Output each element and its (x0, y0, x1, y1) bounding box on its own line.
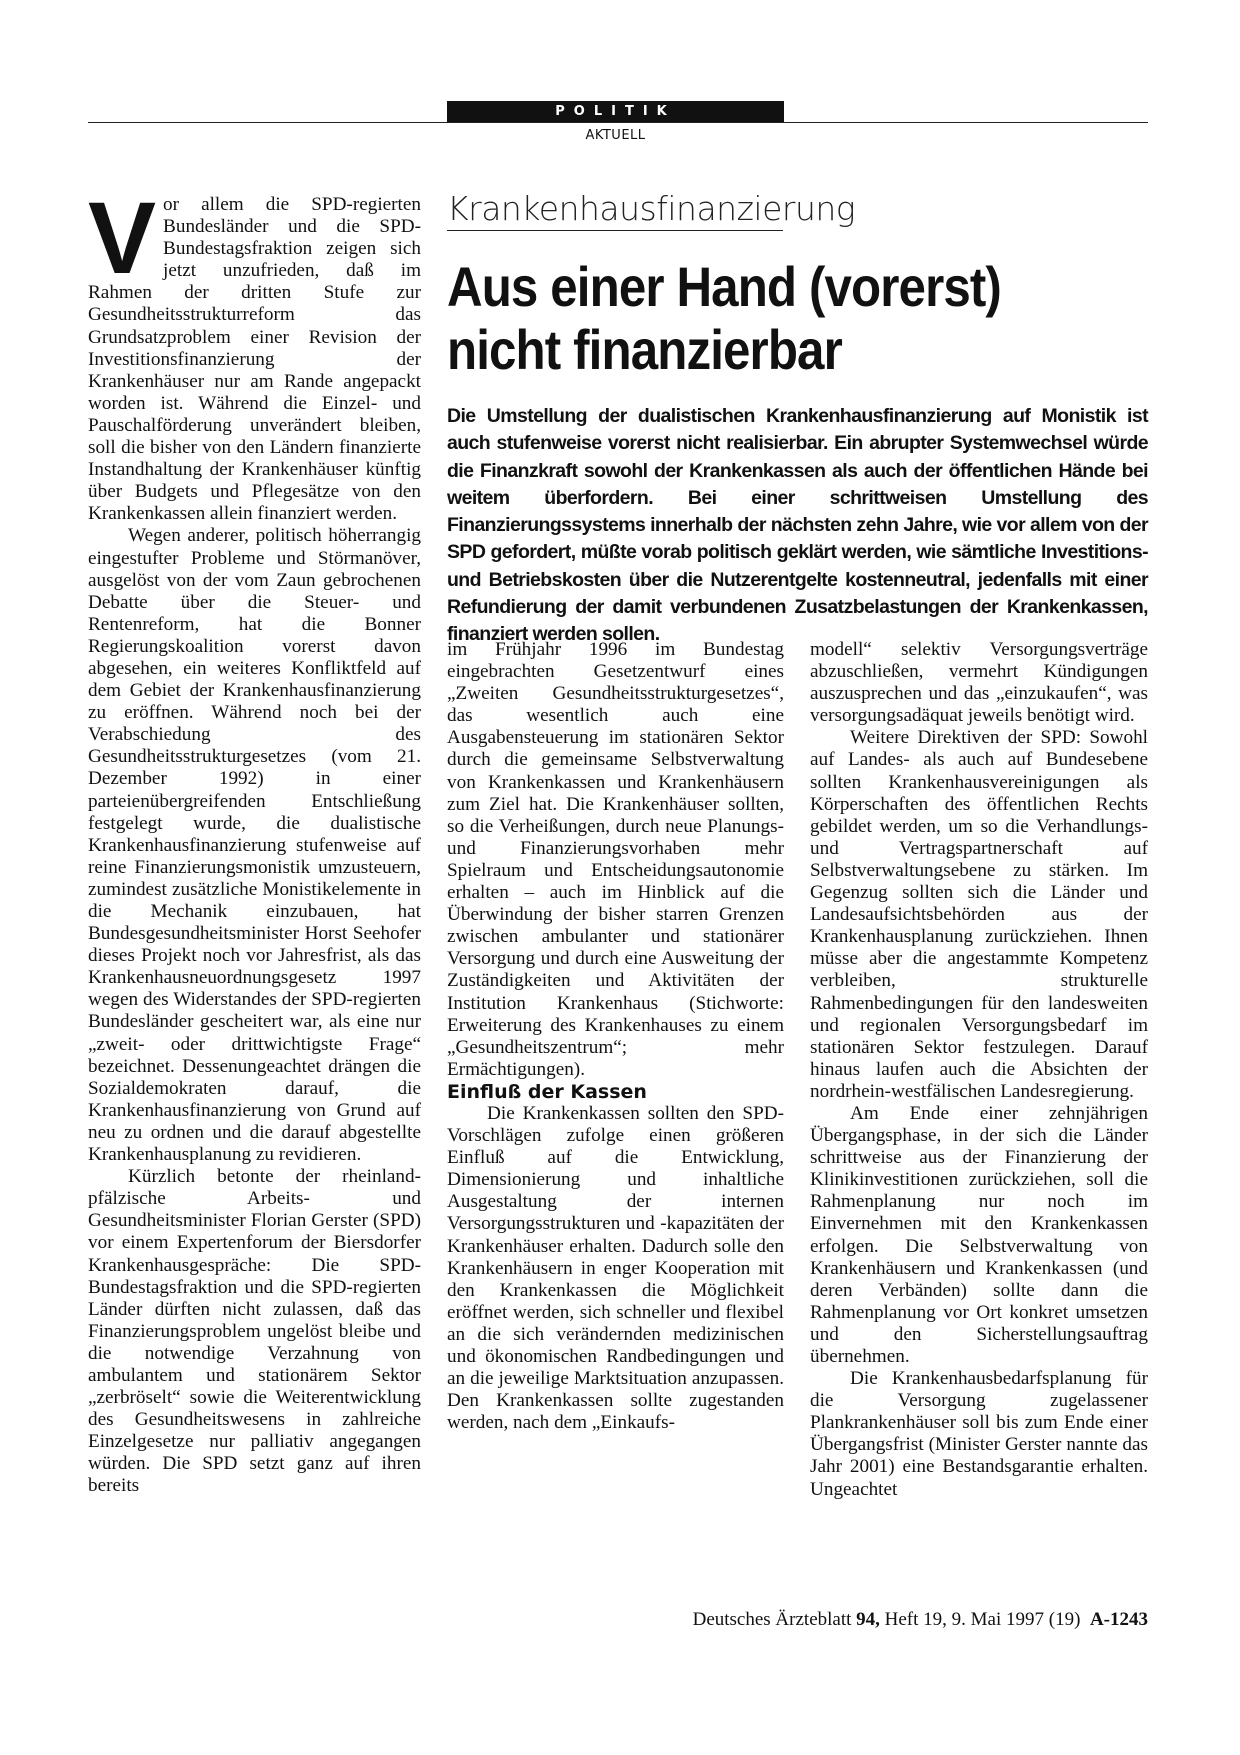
header-rule (88, 122, 1148, 123)
paragraph: Am Ende einer zehnjährigen Übergangsphase, in der sich die Länder schrittweise aus der Finanzierung der Klinikinvestitionen zurückziehen, soll die Rahmenplanung nur noch im Einvernehmen mit den Krankenkassen erfolgen. Die Selbstverwaltung von Krankenhäusern und Krankenkassen (und deren Verbänden) sollte dann die Rahmenplanung vor Ort konkret umsetzen und den Sicherstellungsauftrag übernehmen. (810, 1102, 1148, 1367)
paragraph: Wegen anderer, politisch höherrangig eingestufter Probleme und Störmanöver, ausgelöst von der vom Zaun gebrochenen Debatte über die Steuer- und Rentenreform, hat die Bonner Regierungskoalition vorerst davon abgesehen, ein weiteres Konfliktfeld auf dem Gebiet der Krankenhausfinanzierung zu eröffnen. Während noch bei der Verabschiedung des Gesundheitsstrukturgesetzes (vom 21. Dezember 1992) in einer parteienübergreifenden Entschließung festgelegt wurde, die dualistische Krankenhausfinanzierung stufenweise auf reine Finanzierungsmonistik umzusteuern, zumindest zusätzliche Monistikelemente in die Mechanik einzubauen, hat Bundesgesundheitsminister Horst Seehofer dieses Projekt noch vor Jahresfrist, als das Krankenhausneuordnungsgesetz 1997 wegen des Widerstandes der SPD-regierten Bundesländer gescheitert war, als eine nur „zweit- oder drittwichtigste Frage“ bezeichnet. Dessenungeachtet drängen die Sozialdemokraten darauf, die Krankenhausfinanzierung von Grund auf neu zu ordnen und die darauf abgestellte Krankenhausplanung zu revidieren. (88, 525, 421, 1166)
journal-volume: 94, (856, 1609, 880, 1630)
paragraph: Kürzlich betonte der rheinland-pfälzische Arbeits- und Gesundheitsminister Florian Gerster (SPD) vor einem Expertenforum der Biersdorfer Krankenhausgespräche: Die SPD-Bundestagsfraktion und die SPD-regierten Länder dürften nicht zulassen, daß das Finanzierungsproblem ungelöst bleibe und die notwendige Verzahnung von ambulantem und stationärem Sektor „zerbröselt“ sowie die Weiterentwicklung des Gesundheitswesens in zahlreiche Einzelgesetze nur palliativ angegangen würden. Die SPD setzt ganz auf ihren bereits (88, 1166, 421, 1497)
article-lead: Die Umstellung der dualistischen Krankenhausfinanzierung auf Monistik ist auch stufenweise vorerst nicht realisierbar. Ein abrupter Systemwechsel würde die Finanzkraft sowohl der Krankenkassen als auch der öffentlichen Hände bei weitem überfordern. Bei einer schrittweisen Umstellung des Finanzierungssystems innerhalb der nächsten zehn Jahre, wie vor allem von der SPD gefordert, müßte vorab politisch geklärt werden, wie sämtliche Investitions- und Betriebskosten über die Nutzerentgelte kostenneutral, jedenfalls mit einer Refundierung der damit verbundenen Zusatzbelastungen der Krankenkassen, finanziert werden sollen. (447, 405, 1148, 646)
paragraph (88, 181, 421, 525)
headline-line-1: Aus einer Hand (vorerst) (447, 255, 1001, 318)
paragraph: Die Krankenkassen sollten den SPD-Vorschlägen zufolge einen größeren Einfluß auf die Entwicklung, Dimensionierung und inhaltliche Ausgestaltung der internen Versorgungsstrukturen und -kapazitäten der Krankenhäuser erhalten. Dadurch solle den Krankenhäusern in enger Kooperation mit den Krankenkassen die Möglichkeit eröffnet werden, sich schneller und flexibel an die sich verändernden medizinischen und ökonomischen Randbedingungen und an die jeweilige Marktsituation anzupassen. Den Krankenkassen sollte zugestanden werden, nach dem „Einkaufs- (447, 1102, 784, 1434)
body-column-1 (88, 181, 421, 1498)
journal-name: Deutsches Ärzteblatt (692, 1609, 852, 1630)
subsection-label: AKTUELL (585, 128, 646, 143)
paragraph: Die Krankenhausbedarfsplanung für die Versorgung zugelassener Plankrankenhäuser soll bis zum Ende einer Übergangsfrist (Minister Gerster nannte das Jahr 2001) eine Bestandsgarantie erhalten. Ungeachtet (810, 1368, 1148, 1500)
body-column-3 (810, 639, 1148, 1501)
page-footer (693, 1609, 1148, 1631)
page-number: A-1243 (1089, 1609, 1148, 1630)
body-column-2 (447, 639, 784, 1434)
paragraph: im Frühjahr 1996 im Bundestag eingebrachten Gesetzentwurf eines „Zweiten Gesundheitsstrukturgesetzes“, das wesentlich auch eine Ausgabensteuerung im stationären Sektor durch die gemeinsame Selbstverwaltung von Krankenkassen und Krankenhäusern zum Ziel hat. Die Krankenhäuser sollten, so die Verheißungen, durch neue Planungs- und Finanzierungsvorhaben mehr Spielraum und Entscheidungsautonomie erhalten – auch im Hinblick auf die Überwindung der bisher starren Grenzen zwischen ambulanter und stationärer Versorgung und durch eine Ausweitung der Zuständigkeiten und Aktivitäten der Institution Krankenhaus (Stichworte: Erweiterung des Krankenhauses zu einem „Gesundheitszentrum“; mehr Ermächtigungen). (447, 639, 784, 1080)
rubric-underline (447, 230, 783, 231)
article-headline (447, 255, 1064, 381)
headline-line-2: nicht finanzierbar (447, 318, 842, 381)
paragraph: Weitere Direktiven der SPD: Sowohl auf Landes- als auch auf Bundesebene sollten Krankenhausvereinigungen als Körperschaften des öffentlichen Rechts gebildet werden, um so die Verhandlungs- und Vertragspartnerschaft auf Selbstverwaltungsebene zu stärken. Im Gegenzug sollten sich die Länder und Landesaufsichtsbehörden aus der Krankenhausplanung zurückziehen. Ihnen müsse aber die angestammte Kompetenz verbleiben, strukturelle Rahmenbedingungen für den landesweiten und regionalen Versorgungsbedarf im stationären Sektor festzulegen. Darauf hinaus laufen auch die Absichten der nordrhein-westfälischen Landesregierung. (810, 727, 1148, 1102)
section-label: POLITIK (447, 101, 784, 122)
issue-info: Heft 19, 9. Mai 1997 (19) (884, 1609, 1081, 1630)
article-rubric: Krankenhausfinanzierung (447, 189, 856, 228)
drop-cap: V (88, 181, 157, 295)
paragraph: modell“ selektiv Versorgungsverträge abzuschließen, vermehrt Kündigungen auszusprechen und das „einzukaufen“, was versorgungsadäquat jeweils benötigt wird. (810, 639, 1148, 727)
section-subheading: Einfluß der Kassen (447, 1080, 647, 1103)
paragraph-text: or allem die SPD-regierten Bundesländer und die SPD-Bundestagsfraktion zeigen sich jetzt unzufrieden, daß im Rahmen der dritten Stufe zur Gesundheitsstrukturreform das Grundsatzproblem einer Revision der Investitionsfinanzierung der Krankenhäuser nur am Rande angepackt worden ist. Während die Einzel- und Pauschalförderung unverändert bleiben, soll die bisher von den Ländern finanzierte Instandhaltung der Krankenhäuser künftig über Budgets und Pflegesätze von den Krankenkassen allein finanziert werden. (88, 194, 421, 525)
